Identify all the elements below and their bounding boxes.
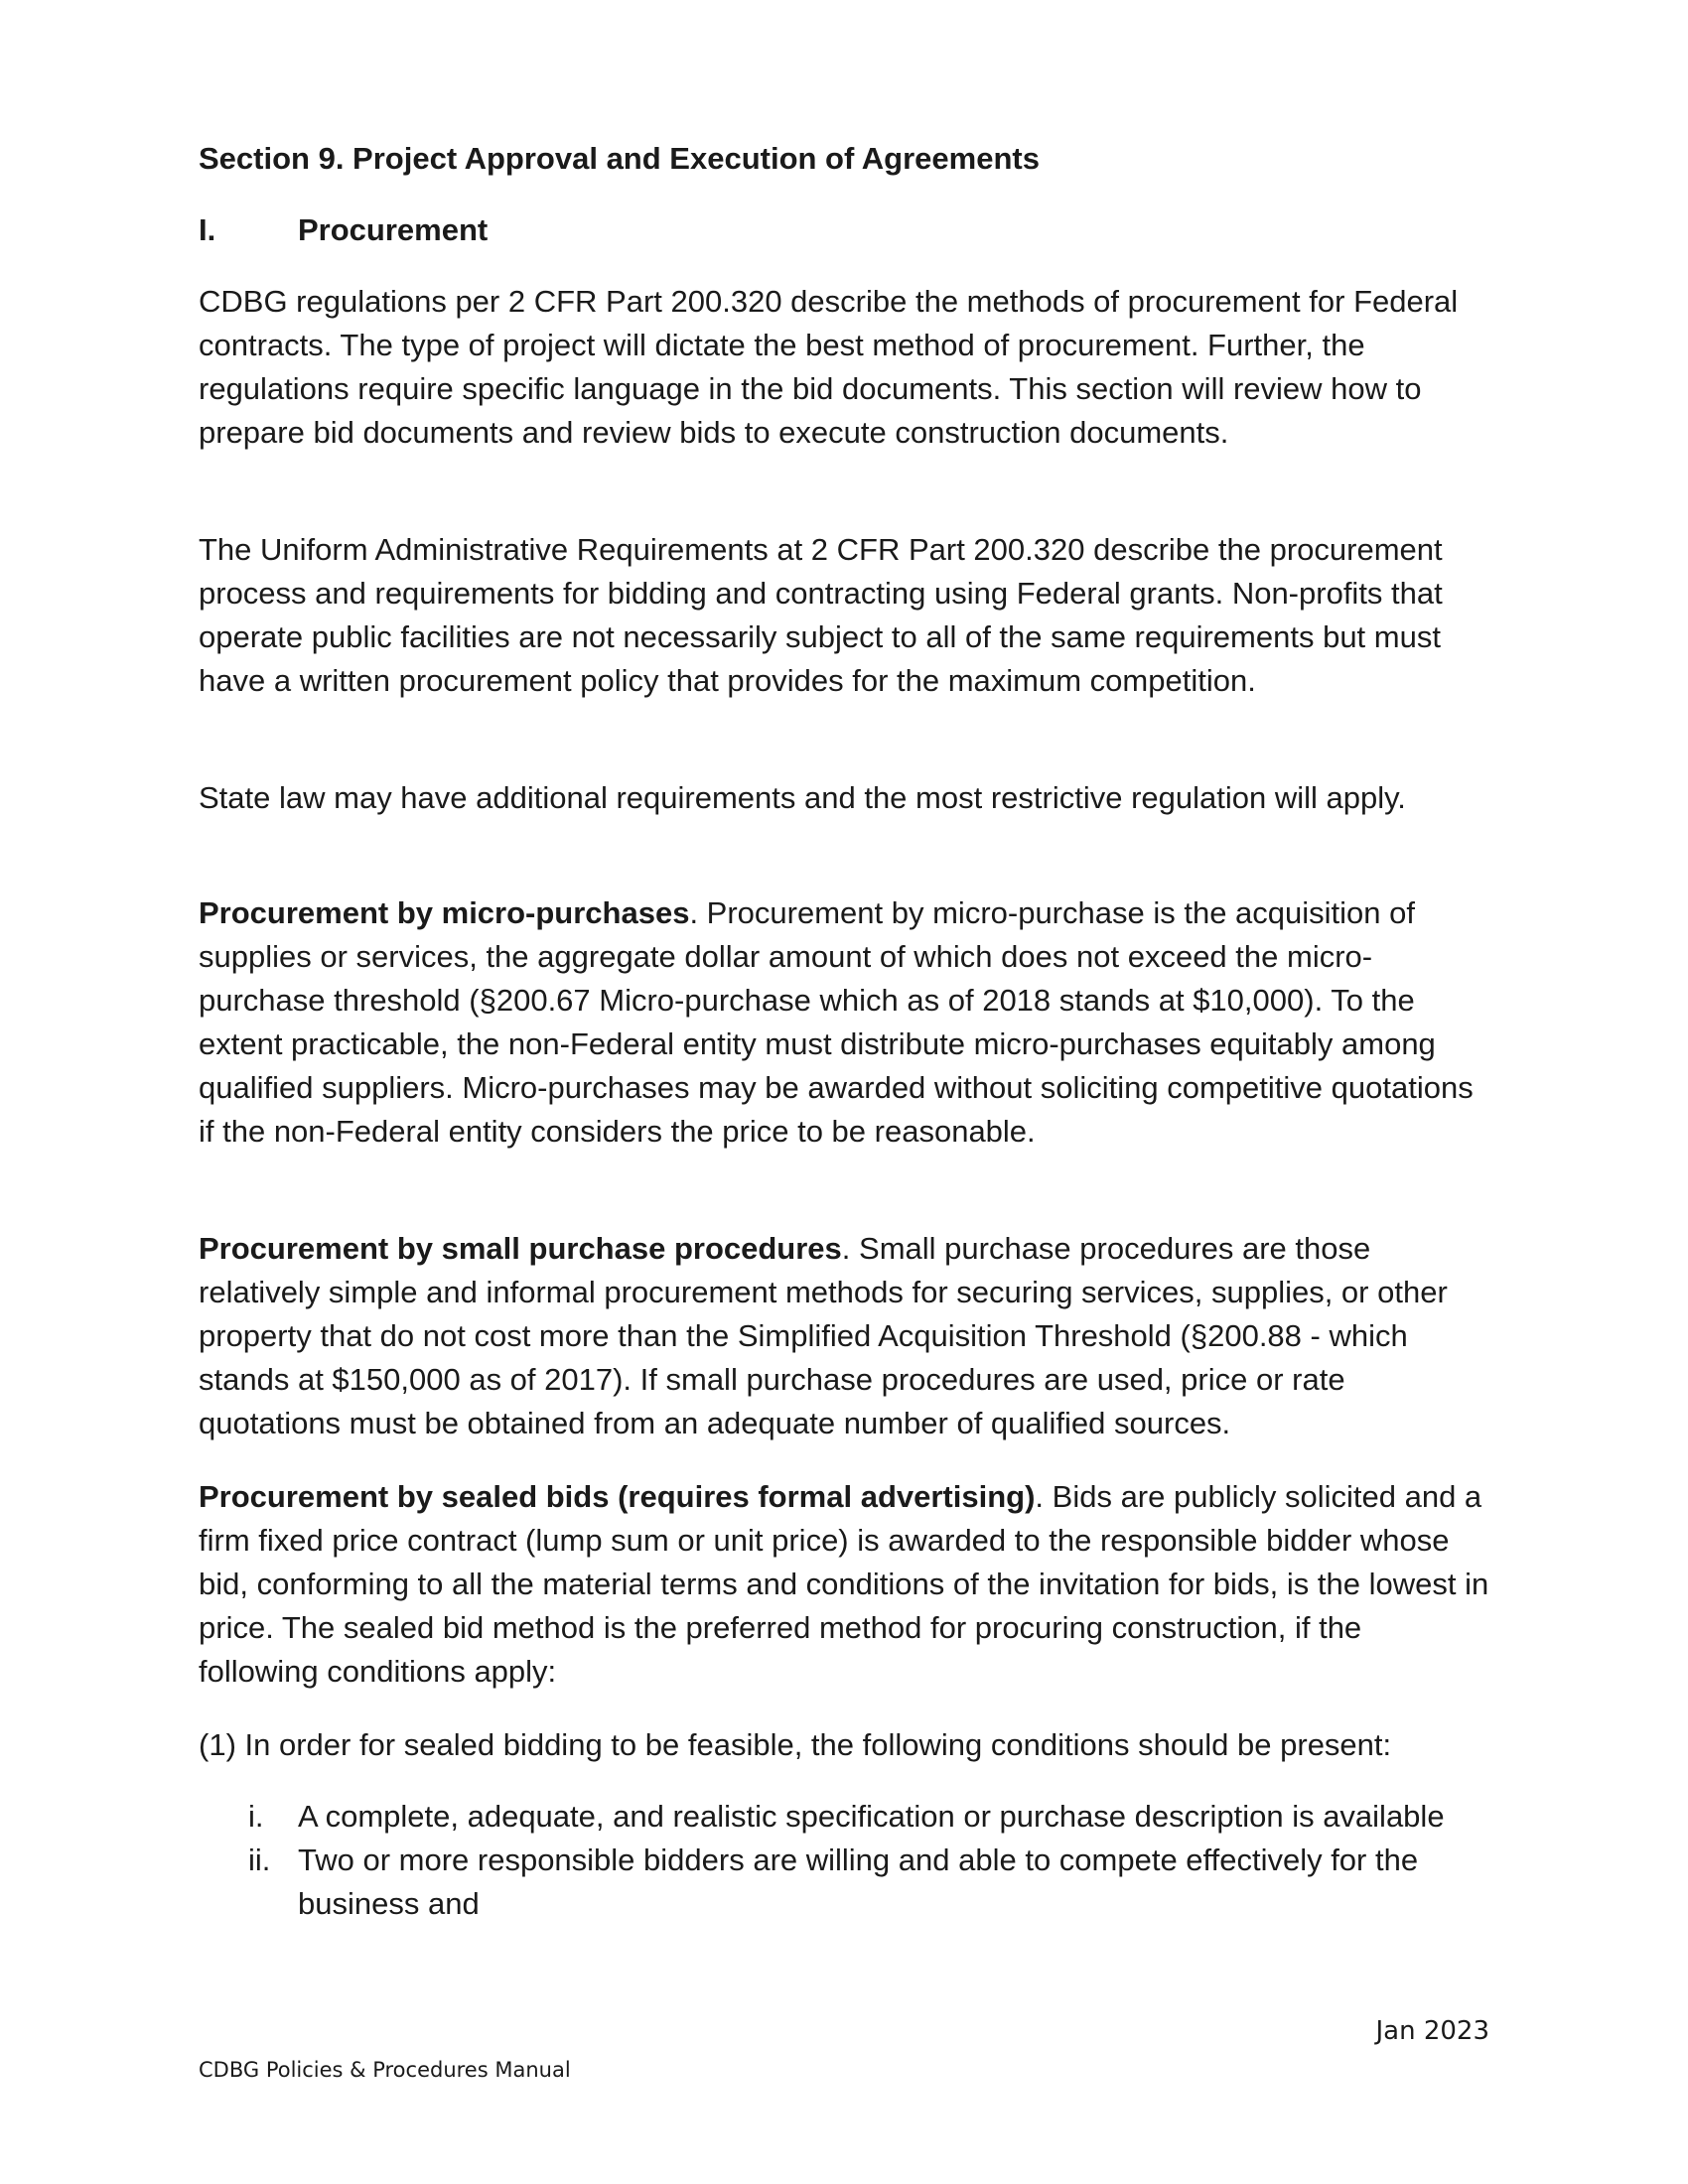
list-item-text: A complete, adequate, and realistic specification or purchase description is available [298,1799,1445,1834]
list-marker: i. [248,1799,264,1834]
paragraph-small-purchase [199,1227,1489,1445]
list-marker: ii. [248,1843,271,1877]
micro-purchases-term: Procurement by micro-purchases [199,895,690,930]
conditions-list [199,1795,1489,1926]
footer-date: Jan 2023 [1375,2016,1489,2046]
small-purchase-text: . Small purchase procedures are those relatively simple and informal procurement methods for securing services, supplies, or other property that do not cost more than the Simplified Acquisition Threshold (§200.88 - which stands at $150,000 as of 2017). If small purchase procedures are used, price or rate quotations must be obtained from an adequate number of qualified sources. [199,1231,1448,1440]
list-item-text: Two or more responsible bidders are willing and able to compete effectively for the business and [298,1843,1419,1921]
list-item [199,1839,1489,1926]
heading-title: Procurement [298,212,489,247]
section-title: Section 9. Project Approval and Execution of Agreements [199,141,1040,176]
sealed-bids-term: Procurement by sealed bids (requires formal advertising) [199,1479,1036,1514]
sealed-bids-text: . Bids are publicly solicited and a firm fixed price contract (lump sum or unit price) is awarded to the responsible bidder whose bid, conforming to all the material terms and conditions of the invitation for bids, is the lowest in price. The sealed bid method is the preferred method for procuring construction, if the following conditions apply: [199,1479,1489,1689]
footer-title: CDBG Policies & Procedures Manual [199,2058,571,2082]
paragraph-uniform-requirements: The Uniform Administrative Requirements at 2 CFR Part 200.320 describe the procurement process and requirements for bidding and contracting using Federal grants. Non-profits that operate public facilities are not necessarily subject to all of the same requirements but must have a written procurement policy that provides for the maximum competition. [199,532,1443,698]
paragraph-cdbg-regulations: CDBG regulations per 2 CFR Part 200.320 describe the methods of procurement for Federal contracts. The type of project will dictate the best method of procurement. Further, the regulations require specific language in the bid documents. This section will review how to prepare bid documents and review bids to execute construction documents. [199,284,1459,450]
paragraph-sealed-bids [199,1475,1489,1694]
micro-purchases-text: . Procurement by micro-purchase is the acquisition of supplies or services, the aggregate dollar amount of which does not exceed the micro-purchase threshold (§200.67 Micro-purchase which as of 2018 stands at $10,000). To the extent practicable, the non-Federal entity must distribute micro-purchases equitably among qualified suppliers. Micro-purchases may be awarded without soliciting competitive quotations if the non-Federal entity considers the price to be reasonable. [199,895,1474,1149]
heading-number: I. [199,212,216,247]
paragraph-conditions: (1) In order for sealed bidding to be feasible, the following conditions should be present: [199,1727,1392,1762]
paragraph-micro-purchases [199,891,1489,1154]
procurement-heading [199,208,488,252]
list-item [199,1795,1489,1839]
small-purchase-term: Procurement by small purchase procedures [199,1231,842,1266]
paragraph-state-law: State law may have additional requirements and the most restrictive regulation will apply. [199,780,1406,815]
